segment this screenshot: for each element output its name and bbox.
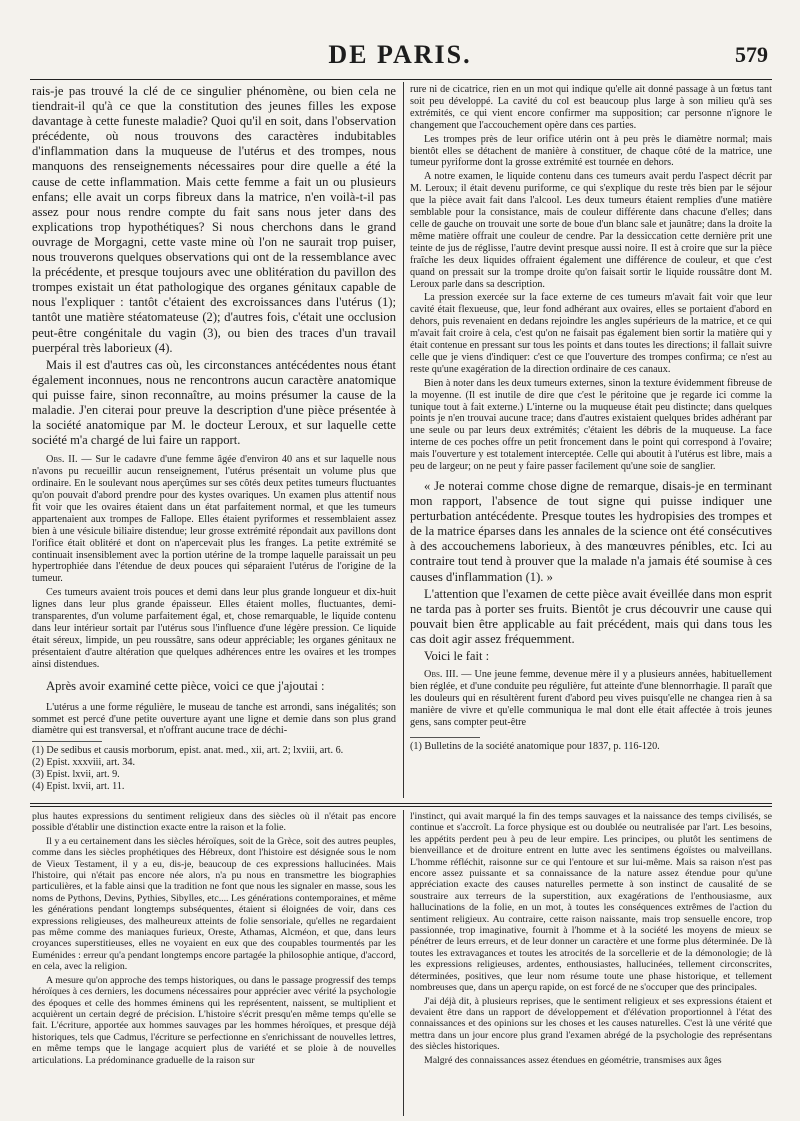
- quote-paragraph: « Je noterai comme chose digne de remarque, disais-je en terminant mon rapport, l'absence de tout signe qui puisse indiquer une perturbation antécédente. Presque toutes les hydropisies des trompes et de la matrice éparses dans les annales de la science ont été consécutives à des accouchemens laborieux, à des manœuvres pénibles, etc. Ici au contraire tout tend à prouver que la malade n'a jamais été soumise à ces causes d'inflammation (1). »: [410, 479, 772, 584]
- observation-2: [32, 454, 396, 585]
- feuilleton-rule: [30, 803, 772, 804]
- footnote-rule: [32, 741, 102, 742]
- quote-paragraph: L'attention que l'examen de cette pièce avait éveillée dans mon esprit ne tarda pas à porter ses fruits. Bientôt je crus découvrir une cause qui pouvait bien être applicable au fait précédent, mais qui dans tous les cas doit agir assez fréquemment.: [410, 586, 772, 646]
- observation-paragraph: Ces tumeurs avaient trois pouces et demi dans leur plus grande longueur et dix-huit lignes dans leur plus grande épaisseur. Elles étaient molles, fluctuantes, demi-transparentes, d'un volume parfaitement égal, et, chose remarquable, le liquide contenu dans leur intérieur sortait par l'utérus sous l'influence d'une légère pression. Ce liquide était séreux, limpide, un peu roussâtre, sans odeur appréciable; les organes génitaux ne présentaient d'autre altération que quelques adhérences entre les ovaires et les trompes ainsi distendues.: [32, 587, 396, 670]
- right-paragraph: La pression exercée sur la face externe de ces tumeurs m'avait fait voir que leur cavité était flexueuse, que, leur fond adhérant aux ovaires, elles se portaient d'abord en dehors, puis revenaient en dedans rejoindre les angles supérieurs de la matrice, et ce qui m'avait fait croire à cela, c'est qu'on ne faisait pas également bien sortir la matière qui y était contenue en pressant sur tous les points et dans toutes les directions; il fallait suivre celle que je viens d'indiquer: c'est ce que l'ouverture des trompes confirma; ce n'est au reste qu'une exagération de la direction ordinaire de ces canaux.: [410, 292, 772, 375]
- feuilleton-rule-double: [30, 806, 772, 807]
- left-paragraph: Mais il est d'autres cas où, les circonstances antécédentes nous étant également inconnues, nous ne rencontrons aucun caractère anatomique qui puisse faire, sinon reconnaître, au moins présumer la cause de la maladie. J'en citerai pour preuve la description d'une pièce présentée à la société anatomique par M. le docteur Leroux, et sur laquelle cette société m'a chargé de lui faire un rapport.: [32, 357, 396, 448]
- header-rule: [30, 79, 772, 80]
- footnote-rule: [410, 737, 480, 738]
- bottom-paragraph: A mesure qu'on approche des temps historiques, ou dans le passage progressif des temps héroïques à ces derniers, les documens nécessaires pour apprécier avec vérité la psychologie des époques et celle des hommes éminens qui les représentent, naissent, se multiplient et acquièrent un certain degré de précision. L'histoire s'écrit presqu'en même temps qu'elle se fait. L'écriture, apportée aux hommes sauvages par les hommes héroïques, et presque déjà historiques, tels que Cadmus, l'écriture se perfectionne en s'enrichissant de nouvelles lettres, en même temps que le langage acquiert plus de variété et se ploie à de nouvelles articulations. La prédominance graduelle de la raison sur: [32, 974, 396, 1066]
- column-divider: [403, 82, 404, 798]
- footnote: (1) Bulletins de la société anatomique pour 1837, p. 116-120.: [410, 740, 660, 752]
- page-title: DE PARIS.: [328, 40, 472, 69]
- bottom-paragraph: Il y a eu certainement dans les siècles héroïques, soit de la Grèce, soit des autres peuples, comme dans les siècles prophétiques des Hébreux, dont l'histoire est désignée sous le nom de Vieux Testament, il y a eu, dis-je, beaucoup de ces expressions hallucinées. Mais l'histoire, qui n'était pas encore née alors, n'a pu nous en transmettre les biographies particulières, et la fable ainsi que la tradition ne font que nous les signaler en masse, sous les noms de Pythons, Devins, Pythies, Sibylles, etc.... Les générations contemporaines, et même les générations pendant longtemps subséquentes, étaient si éloignées de voir, dans ces expressions religieuses, des malheureux atteints de folie sensoriale, qu'elles ne regardaient pas même comme des maniaques furieux, Oreste, Athamas, Alcméon, et que, dans leurs croyances superstitieuses, elles ne voyaient en eux que des coupables tourmentés par les Euménides : erreur qu'a pendant longtemps encore partagée la philosophie antique, d'accord, en cela, avec la religion.: [32, 835, 396, 973]
- bottom-column-divider: [403, 810, 404, 1116]
- page-number: 579: [735, 42, 768, 67]
- right-paragraph: rure ni de cicatrice, rien en un mot qui indique qu'elle ait donné passage à un fœtus tant soit peu développé. La cavité du col est beaucoup plus large à son milieu qu'à ses extrémités, ce qui vient encore confirmer ma supposition; car personne n'ignore le changement que l'accouchement opère dans ces parties.: [410, 84, 772, 131]
- right-column: [410, 84, 772, 796]
- observation-text: — Sur le cadavre d'une femme âgée d'environ 40 ans et sur laquelle nous n'avons pu recueillir aucun renseignement, l'utérus présentait un volume plus que ordinaire. En le soulevant nous aperçûmes sur ses côtés deux petites tumeurs fluctuantes qu'on pouvait d'abord prendre pour des kystes ovariques. Un examen plus attentif nous fit voir que les ovaires étaient dans un état parfaitement normal, et que les tumeurs appartenaient aux trompes de Fallope. Elles étaient pyriformes et ressemblaient assez bien à une vésicule biliaire distendue; leur grosse extrémité répondait aux pavillons dont l'orifice était oblitéré et dont on n'apercevait plus les franges. La petite extrémité se continuait insensiblement avec la portion utérine de la trompe laquelle paraissait un peu hypertrophiée dans l'étendue de deux pouces qui séparaient l'utérus de l'origine de la tumeur.: [32, 454, 396, 585]
- examined-line: Après avoir examiné cette pièce, voici ce que j'ajoutai :: [46, 678, 325, 693]
- bottom-paragraph: J'ai déjà dit, à plusieurs reprises, que le sentiment religieux et ses expressions étaient et devaient être dans un rapport de développement et d'élévation proportionnel à l'état des connaissances et des opinions sur les choses et les causes naturelles. C'est là une vérité que mettra dans un jour encore plus grand l'examen abrégé de la psychologie des représentans des siècles historiques.: [410, 995, 772, 1053]
- left-column: [32, 84, 396, 796]
- bottom-paragraph: plus hautes expressions du sentiment religieux dans des siècles où il n'était pas encore possible d'établir une distinction exacte entre la raison et la folie.: [32, 811, 396, 834]
- footnote: (1) De sedibus et causis morborum, epist. anat. med., xii, art. 2; lxviii, art. 6.: [32, 745, 344, 757]
- footnote: (3) Epist. lxvii, art. 9.: [32, 769, 120, 781]
- uterus-paragraph: L'utérus a une forme régulière, le museau de tanche est arrondi, sans inégalités; son sommet est percé d'une petite ouverture ayant une ligne et demie dans son plus grand diamètre qui est transversal, et n'offrant aucune trace de déchi-: [32, 701, 396, 737]
- right-paragraph: A notre examen, le liquide contenu dans ces tumeurs avait perdu l'aspect décrit par M. Leroux; il était devenu puriforme, ce qui s'explique du reste très bien par le séjour que la pièce avait fait dans l'alcool. Les deux tumeurs étaient remplies d'une matière semblable pour la consistance, mais de couleur différente dans chacune d'elles; dans celle de gauche on trouvait une sorte de boue d'un blanc sale et jaunâtre; dans la droite la même matière offrait une couleur de cendre. Par la dessiccation cette dernière prit une teinte de jus de réglisse, l'autre devint presque aussi noire. Il est à croire que sur la pièce fraîche les deux liquides offraient également une différence de couleur, et que c'est quand on pressait sur la trompe droite qu'on faisait sortir le liquide roussâtre dont M. Leroux parle dans sa description.: [410, 171, 772, 290]
- observation-label: Obs. II.: [46, 454, 78, 466]
- observation-3: [410, 669, 772, 729]
- bottom-right-column: [410, 811, 772, 1115]
- observation-label: Obs. III.: [424, 669, 459, 681]
- voici-line: Voici le fait :: [424, 649, 490, 664]
- bottom-paragraph: Malgré des connaissances assez étendues en géométrie, transmises aux âges: [424, 1054, 722, 1066]
- footnote: (2) Epist. xxxviii, art. 34.: [32, 757, 135, 769]
- bottom-paragraph: l'instinct, qui avait marqué la fin des temps sauvages et la naissance des temps civilisés, se continue et s'accroît. La force physique est ou doublée ou neutralisée par l'art. Les besoins, les appétits perdent peu à peu de leur empire. Les principes, ou plutôt les sentimens de bienveillance et de droiture entrent en lutte avec les sentimens égoïstes ou malveillans. L'homme réfléchit, raisonne sur ce qui l'entoure et sur lui-même. Mais sa raison n'est pas encore assez puissante et sa connaissance de la nature assez étendue pour qu'une appréciation exacte des causes naturelles permette à son instinct de causalité de se soustraire aux terreurs de la superstition, aux exagérations de l'enthousiasme, aux hallucinations de la folie, en un mot, à toutes les conséquences extrêmes de l'action du sentiment religieux. Au contraire, cette raison naissante, mais trop sensuelle encore, trop passionnée, trop imaginative, fournit à l'homme et à la société les moyens de mieux se pénétrer de leurs erreurs, et de leur donner un caractère et une forme plus déterminée. De là toutes les extravagances et toutes les atrocités de la sorcellerie et de la démonologie; de là les expressions religieuses, ardentes, enthousiastes, hallucinées, tellement circonscrites, déterminées, positives, que leur nom résume toute une phase historique, et tellement nombreuses que, dans un aperçu rapide, on est forcé de ne s'occuper que des principales.: [410, 811, 772, 994]
- footnote: (4) Epist. lxvii, art. 11.: [32, 781, 125, 793]
- left-paragraph: rais-je pas trouvé la clé de ce singulier phénomène, ou bien cela ne tiendrait-il qu'à ce que la constitution des jeunes filles les expose davantage à cette funeste maladie? Quoi qu'il en soit, dans l'observation précédente, où nous trouvons des caractères indubitables d'inflammation dans la muqueuse de l'utérus et des trompes, nous manquons des renseignements nécessaires pour dire quelle a été la cause de cette inflammation. Mais cette femme a fait un ou plusieurs enfans; elle avait un corps fibreux dans la matrice, n'en voilà-t-il pas assez pour nous rendre compte du fait sans nous jeter dans des explications trop hypothétiques? Si nous cherchons dans le grand ouvrage de Morgagni, cette vaste mine où l'on ne saurait trop puiser, nous trouverons quelques observations qui ont de la ressemblance avec la précédente, et presque toujours avec une oblitération du pavillon des trompes existait un état pathologique des organes génitaux capable de nous l'expliquer : tantôt c'étaient des excroissances dans l'utérus (1); tantôt une matière stéatomateuse (2); d'autres fois, c'était une occlusion peut-être congénitale du vagin (3), ou bien des traces d'un travail puerpéral très laborieux (4).: [32, 84, 396, 355]
- right-paragraph: Les trompes près de leur orifice utérin ont à peu près le diamètre normal; mais bientôt elles se détachent de manière à constituer, de chaque côté de la matrice, une tumeur pyriforme dont la grosse extrémité est tournée en dehors.: [410, 133, 772, 169]
- right-paragraph: Bien à noter dans les deux tumeurs externes, sinon la texture évidemment fibreuse de la moyenne. (Il est inutile de dire que c'est le péritoine que je regarde ici comme la tunique tout à fait externe.) L'interne ou la muqueuse était peu distincte; dans quelques points je n'en trouvai aucune trace; dans d'autres existaient quelques brides adhérant par une seule ou par leurs deux extrémités; c'étaient les débris de la muqueuse. La face interne de ces poches offre un petit froncement dans le point qui correspond à l'ovaire; mais l'ouverture y est totalement interceptée. Celle qui aboutit à l'utérus est libre, mais a peu de largeur; on ne peut y faire passer facilement qu'une soie de sanglier.: [410, 377, 772, 473]
- observation-text: — Une jeune femme, devenue mère il y a plusieurs années, habituellement bien réglée, et d'une conduite peu régulière, fut atteinte d'une blennorrhagie. Il paraît que les douleurs qui en résultèrent furent d'abord peu vives puisqu'elle ne changea rien à sa manière de vivre et qu'elle communiqua le mal dont elle était affectée à trois jeunes gens, sans compter peut-être: [410, 669, 772, 728]
- bottom-left-column: [32, 811, 396, 1115]
- page-header: [30, 40, 770, 70]
